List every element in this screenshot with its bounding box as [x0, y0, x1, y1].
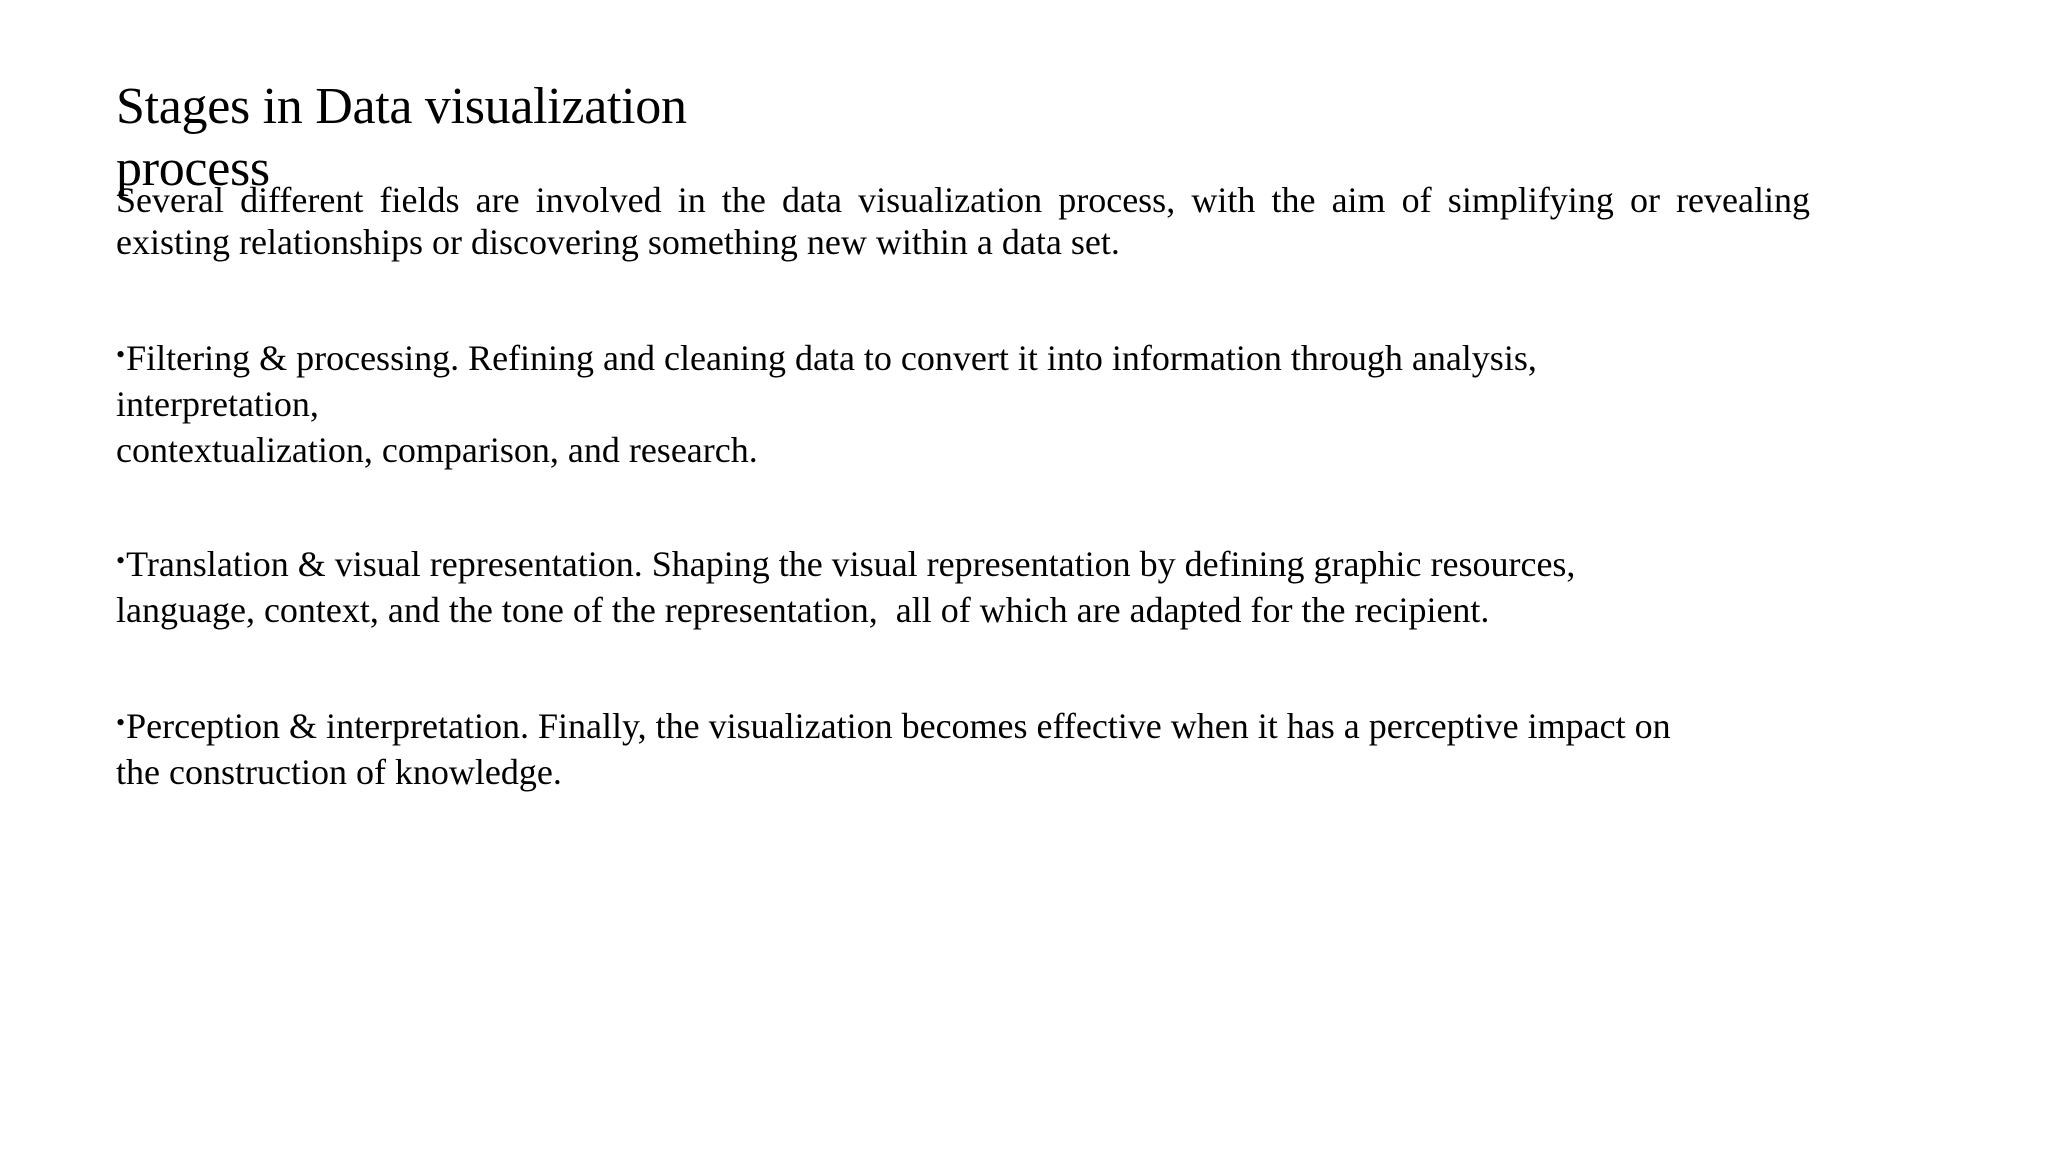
bullet-dot: •: [116, 340, 126, 369]
bullet-line: interpretation,: [116, 384, 319, 424]
bullet-translation-visual-representation: [116, 538, 1816, 633]
bullet-text: Filtering & processing. Refining and cleaning data to convert it into information through analysis,: [126, 338, 1537, 378]
intro-paragraph: Several different fields are involved in the data visualization process, with the aim of simplifying or revealing existing relationships or discovering something new within a data set.: [116, 180, 1810, 262]
slide-title: Stages in Data visualization process: [116, 78, 687, 197]
bullet-line: [116, 700, 1856, 749]
bullet-text: Translation & visual representation. Shaping the visual representation by defining graphic resources,: [126, 544, 1576, 584]
bullet-line: language, context, and the tone of the representation, all of which are adapted for the recipient.: [116, 590, 1490, 630]
bullet-dot: •: [116, 546, 126, 575]
bullet-line: [116, 538, 1816, 587]
bullet-line: the construction of knowledge.: [116, 752, 562, 792]
bullet-line: [116, 332, 1806, 381]
bullet-line: contextualization, comparison, and research.: [116, 430, 758, 470]
bullet-perception-interpretation: [116, 700, 1856, 795]
bullet-dot: •: [116, 708, 126, 737]
bullet-filtering-processing: [116, 332, 1806, 473]
bullet-text: Perception & interpretation. Finally, the visualization becomes effective when it has a perceptive impact on: [126, 706, 1671, 746]
